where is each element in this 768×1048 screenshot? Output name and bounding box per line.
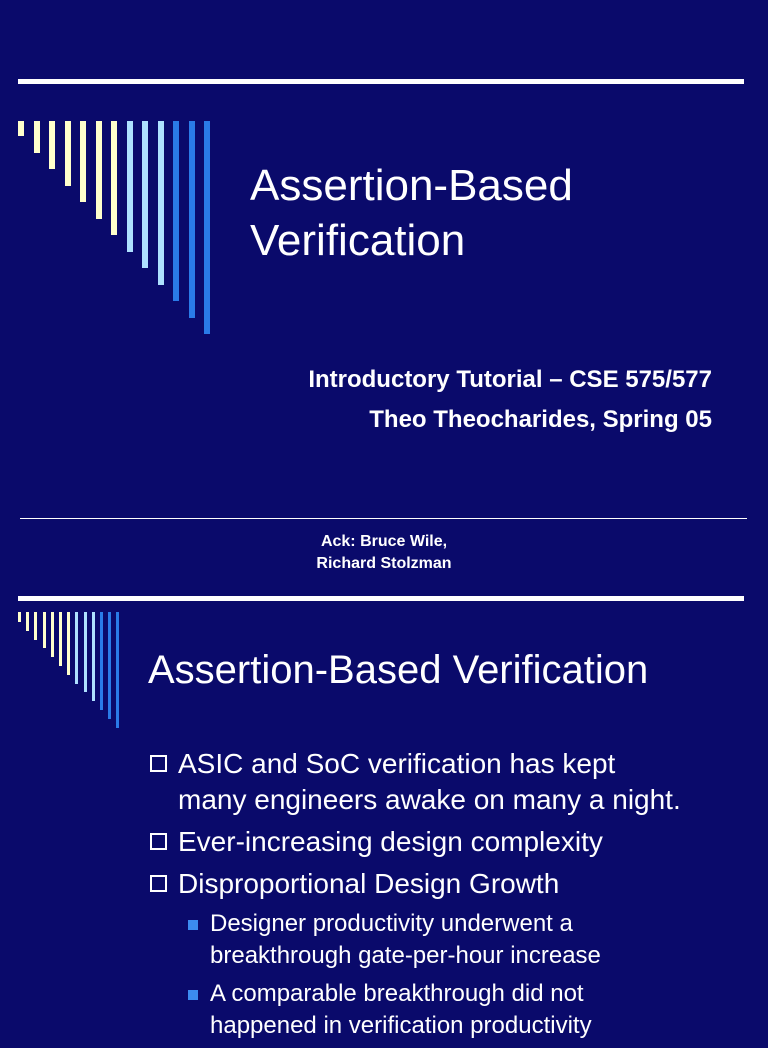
filled-square-bullet-icon [188,920,198,930]
stripe [108,612,111,719]
stripe [80,121,86,202]
acknowledgement-line-2: Richard Stolzman [316,555,452,572]
bullet-text: Ever-increasing design complexity [178,826,603,857]
subtitle-course: Introductory Tutorial – CSE 575/577 [308,366,712,393]
stripe [34,612,37,640]
sub-bullet-text-line: breakthrough gate-per-hour increase [210,942,601,969]
slide-title-line-2: Verification [250,216,466,265]
stripe [51,612,54,657]
stripe [34,121,40,153]
bullet-text-line: ASIC and SoC verification has kept [178,748,616,779]
top-rule [18,596,744,601]
stripe [43,612,46,648]
sub-bullet-text-line: happened in verification productivity [210,1012,592,1039]
stripe [84,612,87,692]
hollow-square-bullet-icon [150,833,167,850]
stripe [100,612,103,710]
stripe [75,612,78,684]
hollow-square-bullet-icon [150,875,167,892]
slide-title-line-1: Assertion-Based [250,161,573,210]
stripe [96,121,102,219]
stripe [92,612,95,701]
sub-bullet-text-line: Designer productivity underwent a [210,910,573,937]
stripe [189,121,195,318]
stripe [127,121,133,252]
top-rule [18,79,744,84]
bullet-text: Disproportional Design Growth [178,868,560,899]
stripe [142,121,148,268]
bullet-item [150,866,750,902]
acknowledgement-line-1: Ack: Bruce Wile, [320,533,448,550]
hollow-square-bullet-icon [150,755,167,772]
bullet-list [150,746,750,1048]
subtitle-author: Theo Theocharides, Spring 05 [369,406,712,433]
filled-square-bullet-icon [188,990,198,1000]
stripe [59,612,62,666]
stripe [67,612,70,675]
stripe [158,121,164,285]
slide-title [250,158,573,268]
slide-title: Assertion-Based Verification [148,648,649,692]
stripe [18,121,24,136]
sub-bullet-item [150,908,750,972]
sub-bullet-item [150,978,750,1042]
stripe [26,612,29,631]
bullet-text-line: many engineers awake on many a night. [178,784,681,815]
stripe [111,121,117,235]
sub-bullet-text-line: A comparable breakthrough did not [210,980,584,1007]
bullet-item [150,746,750,818]
content-slide [0,594,768,1039]
divider-line [20,518,747,519]
stripe [116,612,119,728]
stripe [18,612,21,622]
stripe [49,121,55,169]
bullet-item [150,824,750,860]
stripe [65,121,71,186]
stripe [173,121,179,301]
stripe [204,121,210,334]
